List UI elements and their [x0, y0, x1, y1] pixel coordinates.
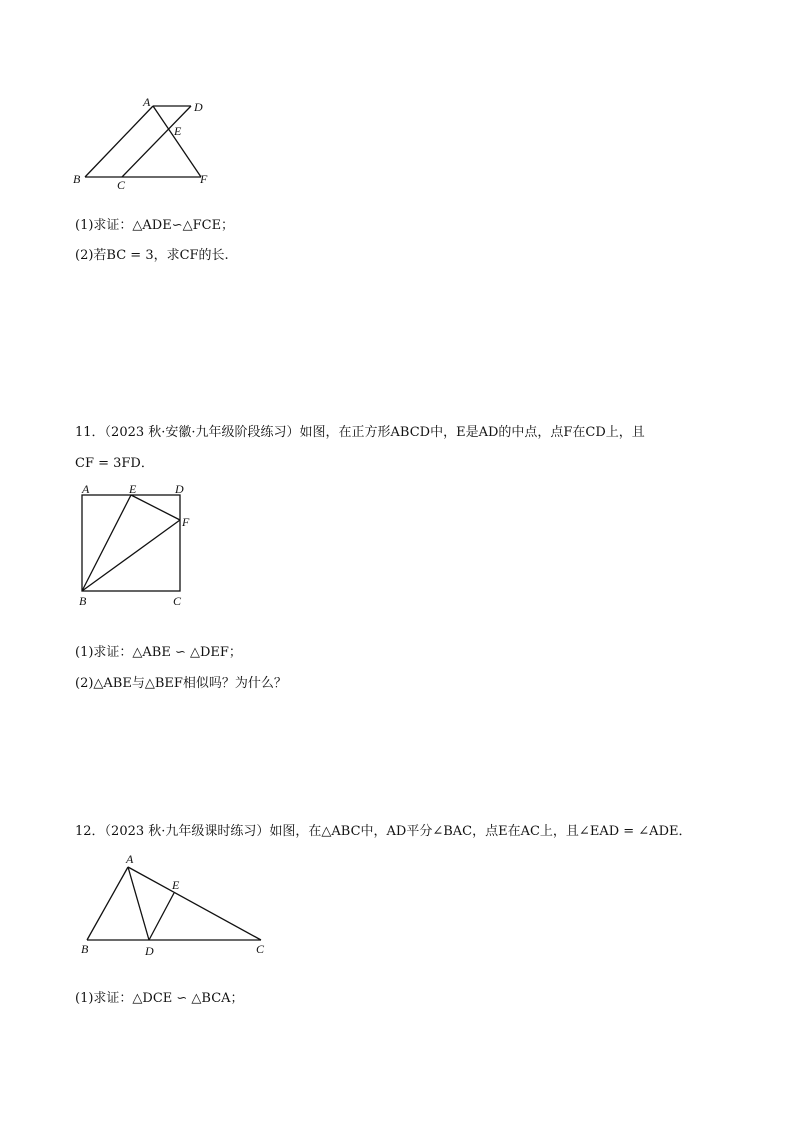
figure-square	[70, 480, 200, 610]
label-c: C	[256, 942, 265, 956]
label-b: B	[79, 594, 87, 608]
label-f: F	[200, 172, 208, 186]
label-e: E	[172, 878, 180, 892]
q12-part1: (1)求证：△DCE ∽ △BCA；	[75, 991, 244, 1006]
q11-stem-line2: CF = 3FD．	[75, 456, 154, 471]
label-e: E	[129, 482, 137, 496]
segment-ab	[87, 867, 128, 940]
label-e: E	[174, 124, 182, 138]
figure-triangle	[70, 845, 280, 965]
label-f: F	[182, 515, 190, 529]
q11-stem-line1: 11．（2023 秋·安徽·九年级阶段练习）如图，在正方形ABCD中，E是AD的中点，点F在CD上，且	[75, 425, 645, 440]
label-a: A	[143, 95, 151, 109]
q12-stem: 12．（2023 秋·九年级课时练习）如图，在△ABC中，AD平分∠BAC，点E在AC上，且∠EAD = ∠ADE．	[75, 824, 692, 839]
segment-ac	[128, 867, 261, 940]
segment-dc	[122, 106, 191, 177]
segment-ab	[85, 106, 153, 177]
label-d: D	[145, 944, 154, 958]
segment-bf	[82, 520, 180, 591]
q11-part1: (1)求证：△ABE ∽ △DEF；	[75, 645, 242, 660]
label-d: D	[194, 100, 203, 114]
segment-de	[149, 893, 174, 940]
segment-af	[153, 106, 201, 177]
label-c: C	[117, 178, 126, 192]
label-d: D	[175, 482, 184, 496]
segment-be	[82, 495, 131, 591]
figure-parallelogram	[60, 90, 230, 195]
segment-ef	[131, 495, 180, 520]
segment-ad	[128, 867, 149, 940]
label-a: A	[82, 482, 90, 496]
label-b: B	[73, 172, 81, 186]
q10-part2: (2)若BC = 3，求CF的长.	[75, 248, 229, 263]
label-c: C	[173, 594, 182, 608]
label-a: A	[126, 852, 134, 866]
q11-part2: (2)△ABE与△BEF相似吗？为什么？	[75, 676, 287, 691]
square-abcd	[82, 495, 180, 591]
q10-part1: (1)求证：△ADE∽△FCE；	[75, 218, 235, 233]
label-b: B	[81, 942, 89, 956]
